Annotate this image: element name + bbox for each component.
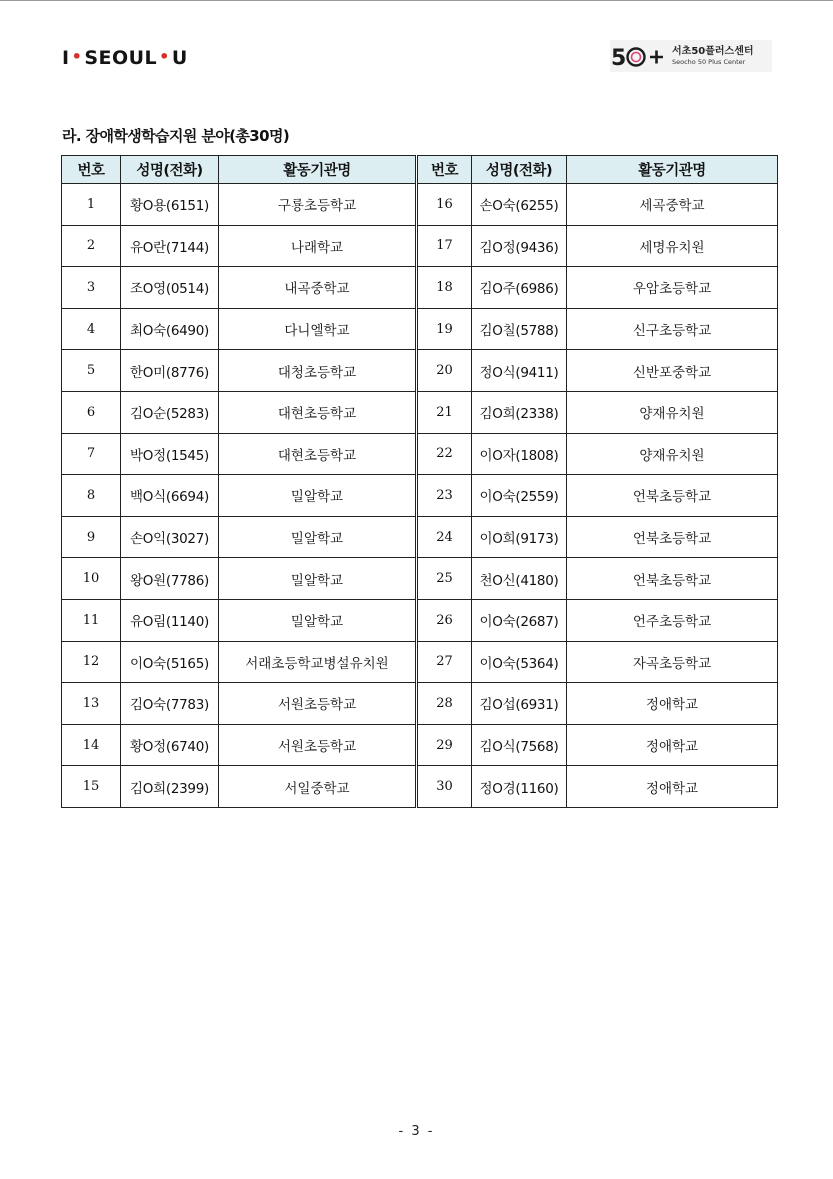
cell-name-phone: 황O용(6151) [121, 184, 219, 226]
cell-name-phone: 황O정(6740) [121, 724, 219, 766]
header-number: 번호 [417, 156, 472, 184]
cell-organization: 서원초등학교 [219, 683, 417, 725]
cell-name-phone: 김O희(2338) [472, 391, 567, 433]
cell-organization: 밀알학교 [219, 558, 417, 600]
cell-organization: 신반포중학교 [567, 350, 778, 392]
table-row [62, 766, 778, 808]
svg-text:5: 5 [611, 46, 627, 71]
table-row [62, 475, 778, 517]
cell-number: 24 [417, 516, 472, 558]
cell-name-phone: 이O숙(5165) [121, 641, 219, 683]
cell-name-phone: 이O숙(2559) [472, 475, 567, 517]
logo-part-seoul: SEOUL [84, 47, 158, 69]
cell-name-phone: 조O영(0514) [121, 267, 219, 309]
header-organization: 활동기관명 [567, 156, 778, 184]
cell-number: 27 [417, 641, 472, 683]
cell-number: 6 [62, 391, 121, 433]
cell-number: 4 [62, 308, 121, 350]
logo-korean-name: 서초50플러스센터 [672, 45, 754, 57]
table-row [62, 184, 778, 226]
cell-number: 22 [417, 433, 472, 475]
table-row [62, 391, 778, 433]
cell-name-phone: 김O식(7568) [472, 724, 567, 766]
cell-number: 23 [417, 475, 472, 517]
cell-number: 18 [417, 267, 472, 309]
header-name-phone: 성명(전화) [121, 156, 219, 184]
cell-name-phone: 이O숙(2687) [472, 599, 567, 641]
cell-name-phone: 최O숙(6490) [121, 308, 219, 350]
cell-organization: 세곡중학교 [567, 184, 778, 226]
cell-organization: 서원초등학교 [219, 724, 417, 766]
cell-number: 17 [417, 225, 472, 267]
cell-organization: 구룡초등학교 [219, 184, 417, 226]
section-title: 라. 장애학생학습지원 분야(총30명) [62, 127, 290, 145]
cell-organization: 언북초등학교 [567, 475, 778, 517]
cell-number: 9 [62, 516, 121, 558]
cell-number: 10 [62, 558, 121, 600]
cell-number: 14 [62, 724, 121, 766]
cell-name-phone: 김O숙(7783) [121, 683, 219, 725]
cell-organization: 양재유치원 [567, 433, 778, 475]
table-header-row [62, 156, 778, 184]
cell-name-phone: 백O식(6694) [121, 475, 219, 517]
cell-number: 29 [417, 724, 472, 766]
cell-name-phone: 한O미(8776) [121, 350, 219, 392]
cell-name-phone: 왕O원(7786) [121, 558, 219, 600]
logo-dot-icon: • [71, 47, 83, 66]
cell-name-phone: 손O숙(6255) [472, 184, 567, 226]
table-row [62, 683, 778, 725]
top-rule [0, 0, 833, 1]
cell-number: 30 [417, 766, 472, 808]
cell-organization: 언주초등학교 [567, 599, 778, 641]
cell-organization: 신구초등학교 [567, 308, 778, 350]
cell-name-phone: 김O칠(5788) [472, 308, 567, 350]
cell-organization: 정애학교 [567, 724, 778, 766]
cell-number: 16 [417, 184, 472, 226]
fifty-plus-mark-icon [610, 41, 668, 71]
cell-number: 13 [62, 683, 121, 725]
logo-part-u: U [171, 47, 188, 69]
cell-organization: 우암초등학교 [567, 267, 778, 309]
cell-organization: 정애학교 [567, 683, 778, 725]
cell-organization: 내곡중학교 [219, 267, 417, 309]
cell-number: 28 [417, 683, 472, 725]
cell-organization: 밀알학교 [219, 599, 417, 641]
table-row [62, 267, 778, 309]
cell-name-phone: 천O신(4180) [472, 558, 567, 600]
logo-dot-icon: • [159, 47, 170, 66]
table-row [62, 641, 778, 683]
table-row [62, 433, 778, 475]
table-row [62, 558, 778, 600]
cell-number: 15 [62, 766, 121, 808]
cell-number: 25 [417, 558, 472, 600]
cell-organization: 밀알학교 [219, 516, 417, 558]
logo-english-name: Seocho 50 Plus Center [672, 57, 746, 66]
cell-number: 2 [62, 225, 121, 267]
cell-number: 20 [417, 350, 472, 392]
cell-number: 19 [417, 308, 472, 350]
logo-part-i: I [62, 47, 70, 69]
table-row [62, 724, 778, 766]
cell-organization: 나래학교 [219, 225, 417, 267]
cell-number: 11 [62, 599, 121, 641]
cell-name-phone: 유O림(1140) [121, 599, 219, 641]
cell-organization: 다니엘학교 [219, 308, 417, 350]
cell-number: 12 [62, 641, 121, 683]
table-row [62, 516, 778, 558]
cell-number: 5 [62, 350, 121, 392]
header-number: 번호 [62, 156, 121, 184]
cell-name-phone: 김O희(2399) [121, 766, 219, 808]
cell-name-phone: 손O익(3027) [121, 516, 219, 558]
cell-number: 26 [417, 599, 472, 641]
header-organization: 활동기관명 [219, 156, 417, 184]
cell-organization: 대현초등학교 [219, 433, 417, 475]
table-row [62, 350, 778, 392]
table-row [62, 599, 778, 641]
cell-organization: 서일중학교 [219, 766, 417, 808]
seocho-50-plus-logo [610, 40, 772, 72]
cell-name-phone: 이O숙(5364) [472, 641, 567, 683]
cell-name-phone: 이O희(9173) [472, 516, 567, 558]
cell-organization: 정애학교 [567, 766, 778, 808]
cell-organization: 대현초등학교 [219, 391, 417, 433]
cell-name-phone: 정O식(9411) [472, 350, 567, 392]
cell-name-phone: 김O순(5283) [121, 391, 219, 433]
cell-organization: 대청초등학교 [219, 350, 417, 392]
cell-name-phone: 김O섭(6931) [472, 683, 567, 725]
volunteer-roster-table [61, 155, 778, 808]
cell-name-phone: 이O자(1808) [472, 433, 567, 475]
cell-number: 1 [62, 184, 121, 226]
cell-organization: 언북초등학교 [567, 558, 778, 600]
cell-organization: 언북초등학교 [567, 516, 778, 558]
table-row [62, 225, 778, 267]
cell-name-phone: 김O주(6986) [472, 267, 567, 309]
cell-organization: 자곡초등학교 [567, 641, 778, 683]
cell-organization: 서래초등학교병설유치원 [219, 641, 417, 683]
page-number: - 3 - [398, 1124, 435, 1139]
cell-name-phone: 정O경(1160) [472, 766, 567, 808]
table-row [62, 308, 778, 350]
cell-number: 8 [62, 475, 121, 517]
cell-number: 7 [62, 433, 121, 475]
cell-organization: 밀알학교 [219, 475, 417, 517]
header-name-phone: 성명(전화) [472, 156, 567, 184]
cell-number: 21 [417, 391, 472, 433]
cell-name-phone: 유O란(7144) [121, 225, 219, 267]
cell-organization: 세명유치원 [567, 225, 778, 267]
cell-number: 3 [62, 267, 121, 309]
cell-organization: 양재유치원 [567, 391, 778, 433]
cell-name-phone: 박O정(1545) [121, 433, 219, 475]
i-seoul-u-logo [62, 47, 188, 69]
cell-name-phone: 김O정(9436) [472, 225, 567, 267]
